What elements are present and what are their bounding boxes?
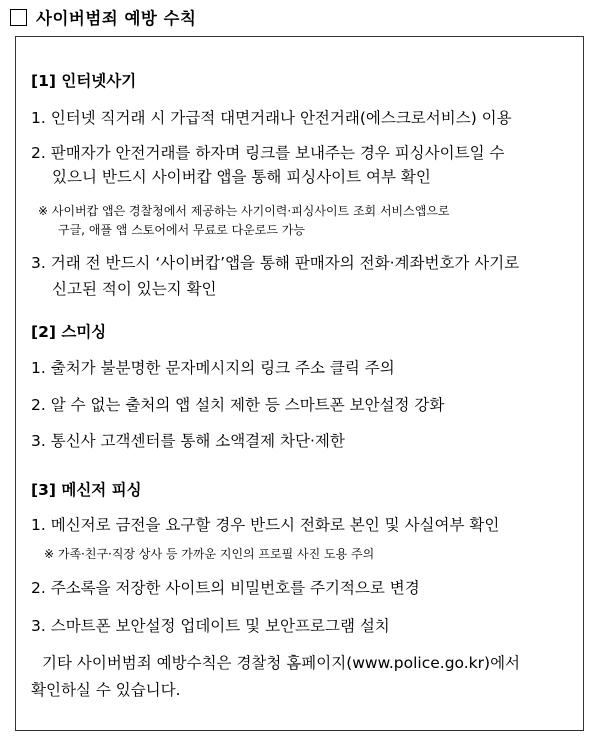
section-heading-internet-fraud: [1] 인터넷사기 xyxy=(31,72,137,90)
document-title: 사이버범죄 예방 수칙 xyxy=(36,9,197,28)
list-item: 3. 통신사 고객센터를 통해 소액결제 차단·제한 xyxy=(31,432,345,450)
list-item: 2. 알 수 없는 출처의 앱 설치 제한 등 스마트폰 보안설정 강화 xyxy=(31,396,445,414)
list-item: 3. 거래 전 반드시 ‘사이버캅’앱을 통해 판매자의 전화·계좌번호가 사기로 xyxy=(31,254,520,272)
list-item-continuation: 있으니 반드시 사이버캅 앱을 통해 피싱사이트 여부 확인 xyxy=(52,168,431,186)
list-item: 2. 판매자가 안전거래를 하자며 링크를 보내주는 경우 피싱사이트일 수 xyxy=(31,144,505,162)
checkbox-square-icon xyxy=(10,9,27,26)
footer-text: 기타 사이버범죄 예방수칙은 경찰청 홈페이지(www.police.go.kr)에서 xyxy=(42,654,521,672)
footer-text-continuation: 확인하실 수 있습니다. xyxy=(31,681,181,699)
note-text: ※ 가족·친구·직장 상사 등 가까운 지인의 프로필 사진 도용 주의 xyxy=(44,547,375,561)
list-item: 1. 메신저로 금전을 요구할 경우 반드시 전화로 본인 및 사실여부 확인 xyxy=(31,516,500,534)
note-text-continuation: 구글, 애플 앱 스토어에서 무료로 다운로드 가능 xyxy=(58,223,305,237)
list-item-continuation: 신고된 적이 있는지 확인 xyxy=(52,280,217,298)
section-heading-messenger-phishing: [3] 메신저 피싱 xyxy=(31,481,142,499)
note-text: ※ 사이버캅 앱은 경찰청에서 제공하는 사기이력·피싱사이트 조회 서비스앱으로 xyxy=(38,204,450,218)
list-item: 2. 주소록을 저장한 사이트의 비밀번호를 주기적으로 변경 xyxy=(31,579,420,597)
document-title-row xyxy=(10,5,196,29)
list-item: 3. 스마트폰 보안설정 업데이트 및 보안프로그램 설치 xyxy=(31,617,390,635)
list-item: 1. 출처가 불분명한 문자메시지의 링크 주소 클릭 주의 xyxy=(31,359,395,377)
section-heading-smishing: [2] 스미싱 xyxy=(31,323,107,341)
list-item: 1. 인터넷 직거래 시 가급적 대면거래나 안전거래(에스크로서비스) 이용 xyxy=(31,109,512,127)
